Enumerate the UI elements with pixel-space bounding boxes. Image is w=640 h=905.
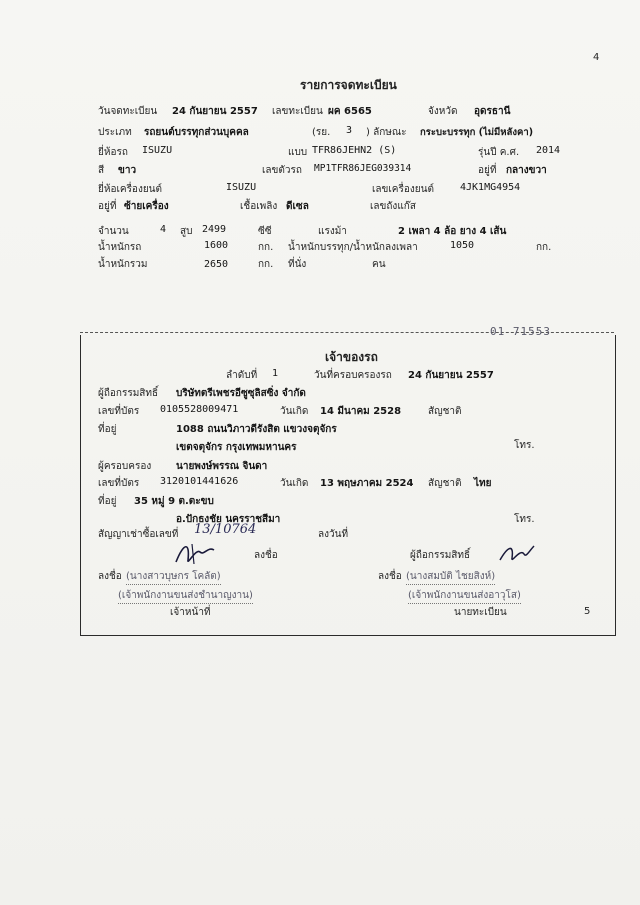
model-value: TFR86JEHN2 (S) bbox=[312, 145, 397, 156]
style-label: ) ลักษณะ bbox=[366, 127, 407, 138]
sign-label-left: ลงชื่อ bbox=[98, 571, 122, 582]
cc-value: 2499 bbox=[202, 224, 227, 235]
birth-value: 14 มีนาคม 2528 bbox=[320, 406, 402, 417]
hire-value: 13/10764 bbox=[194, 522, 257, 537]
count-value: 4 bbox=[160, 224, 167, 235]
reg-date-label: วันจดทะเบียน bbox=[98, 106, 158, 117]
owner-section-title: เจ้าของรถ bbox=[325, 350, 378, 364]
stamp-number: 01 71553 bbox=[490, 325, 551, 338]
model-year-value: 2014 bbox=[536, 145, 561, 156]
hp-label: แรงม้า bbox=[318, 226, 347, 237]
sign-date-label: ลงวันที่ bbox=[318, 529, 349, 540]
corner-number: 4 bbox=[593, 52, 600, 63]
ry-value: 3 bbox=[346, 125, 353, 136]
left-signer-title: (เจ้าพนักงานขนส่งชำนาญงาน) bbox=[118, 588, 253, 604]
hire-label: สัญญาเช่าซื้อเลขที่ bbox=[98, 529, 179, 540]
axle-value: 2 เพลา 4 ล้อ ยาง 4 เส้น bbox=[398, 226, 507, 237]
reg-no-label: เลขทะเบียน bbox=[272, 106, 323, 117]
type-label: ประเภท bbox=[98, 127, 132, 138]
right-signer-title: (เจ้าพนักงานขนส่งอาวุโส) bbox=[408, 588, 521, 604]
type-value: รถยนต์บรรทุกส่วนบุคคล bbox=[144, 127, 249, 138]
left-signer-name: (นางสาวบุษกร โคลัต) bbox=[126, 569, 221, 585]
owner-signature bbox=[496, 538, 546, 566]
engine-brand-value: ISUZU bbox=[226, 182, 257, 193]
gross-value: 2650 bbox=[204, 259, 229, 270]
load-label: น้ำหนักบรรทุก/น้ำหนักลงเพลา bbox=[288, 242, 418, 253]
color-label: สี bbox=[98, 165, 105, 176]
fuel-value: ดีเซล bbox=[286, 201, 309, 212]
seq-label: ลำดับที่ bbox=[226, 370, 258, 381]
addr-line-2: เขตจตุจักร กรุงเทพมหานคร bbox=[176, 442, 297, 453]
model-year-label: รุ่นปี ค.ศ. bbox=[478, 147, 520, 158]
reg-date-value: 24 กันยายน 2557 bbox=[172, 106, 258, 117]
page-number: 5 bbox=[584, 606, 591, 617]
engine-loc-label: อยู่ที่ bbox=[98, 201, 117, 212]
ry-label: (รย. bbox=[312, 127, 331, 138]
gas-tank-label: เลขถังแก๊ส bbox=[370, 201, 416, 212]
engine-no-label: เลขเครื่องยนต์ bbox=[372, 184, 434, 195]
holder-label: ผู้ครอบครอง bbox=[98, 461, 152, 472]
holder-tel-label: โทร. bbox=[514, 514, 535, 525]
possession-date-label: วันที่ครอบครองรถ bbox=[314, 370, 392, 381]
province-label: จังหวัด bbox=[428, 106, 458, 117]
color-value: ขาว bbox=[118, 165, 137, 176]
right-role: นายทะเบียน bbox=[454, 607, 507, 618]
id-value: 0105528009471 bbox=[160, 404, 239, 415]
holder-addr-line-1: 35 หมู่ 9 ต.ตะขบ bbox=[134, 496, 214, 507]
owner-right-label: ผู้ถือกรรมสิทธิ์ bbox=[410, 550, 471, 561]
birth-label: วันเกิด bbox=[280, 406, 309, 417]
holder-birth-value: 13 พฤษภาคม 2524 bbox=[320, 478, 414, 489]
kg-label-1: กก. bbox=[258, 242, 274, 253]
chassis-value: MP1TFR86JEG039314 bbox=[314, 163, 412, 174]
holder-value: นายพงษ์พรรณ จินดา bbox=[176, 461, 268, 472]
officer-signature bbox=[170, 538, 230, 568]
possession-date-value: 24 กันยายน 2557 bbox=[408, 370, 494, 381]
province-value: อุดรธานี bbox=[474, 106, 511, 117]
person-label: คน bbox=[372, 259, 386, 270]
kg-label-3: กก. bbox=[258, 259, 274, 270]
chassis-loc-value: กลางขวา bbox=[506, 165, 547, 176]
holder-nat-value: ไทย bbox=[474, 478, 492, 489]
fuel-label: เชื้อเพลิง bbox=[240, 201, 278, 212]
owner-label: ผู้ถือกรรมสิทธิ์ bbox=[98, 388, 159, 399]
seat-label: ที่นั่ง bbox=[288, 259, 307, 270]
holder-nat-label: สัญชาติ bbox=[428, 478, 462, 489]
engine-brand-label: ยี่ห้อเครื่องยนต์ bbox=[98, 184, 163, 195]
addr-label: ที่อยู่ bbox=[98, 424, 117, 435]
engine-no-value: 4JK1MG4954 bbox=[460, 182, 521, 193]
owner-value: บริษัทตรีเพชรอีซูซุลิสซิ่ง จำกัด bbox=[176, 388, 306, 399]
engine-loc-value: ซ้ายเครื่อง bbox=[124, 201, 169, 212]
gross-label: น้ำหนักรวม bbox=[98, 259, 148, 270]
document-title: รายการจดทะเบียน bbox=[300, 78, 397, 92]
chassis-label: เลขตัวรถ bbox=[262, 165, 302, 176]
holder-birth-label: วันเกิด bbox=[280, 478, 309, 489]
count-label: จำนวน bbox=[98, 226, 129, 237]
chassis-loc-label: อยู่ที่ bbox=[478, 165, 497, 176]
sign-label-right: ลงชื่อ bbox=[378, 571, 402, 582]
holder-addr-line-2: อ.ปักธงชัย นครราชสีมา bbox=[176, 514, 281, 525]
style-value: กระบะบรรทุก (ไม่มีหลังคา) bbox=[420, 127, 534, 138]
brand-value: ISUZU bbox=[142, 145, 173, 156]
addr-line-1: 1088 ถนนวิภาวดีรังสิต แขวงจตุจักร bbox=[176, 424, 337, 435]
brand-label: ยี่ห้อรถ bbox=[98, 147, 128, 158]
holder-id-value: 3120101441626 bbox=[160, 476, 239, 487]
holder-addr-label: ที่อยู่ bbox=[98, 496, 117, 507]
load-value: 1050 bbox=[450, 240, 475, 251]
holder-id-label: เลขที่บัตร bbox=[98, 478, 140, 489]
cyl-label: สูบ bbox=[180, 226, 193, 237]
nationality-label: สัญชาติ bbox=[428, 406, 462, 417]
model-label: แบบ bbox=[288, 147, 308, 158]
reg-no-value: ผค 6565 bbox=[328, 106, 372, 117]
seq-value: 1 bbox=[272, 368, 279, 379]
weight-label: น้ำหนักรถ bbox=[98, 242, 142, 253]
left-role: เจ้าหน้าที่ bbox=[170, 607, 211, 618]
sign-label-top-left: ลงชื่อ bbox=[254, 550, 278, 561]
tel-label: โทร. bbox=[514, 440, 535, 451]
cc-label: ซีซี bbox=[258, 226, 272, 237]
weight-value: 1600 bbox=[204, 240, 229, 251]
kg-label-2: กก. bbox=[536, 242, 552, 253]
id-label: เลขที่บัตร bbox=[98, 406, 140, 417]
right-signer-name: (นางสมบัติ ไชยสิงห์) bbox=[406, 569, 495, 585]
